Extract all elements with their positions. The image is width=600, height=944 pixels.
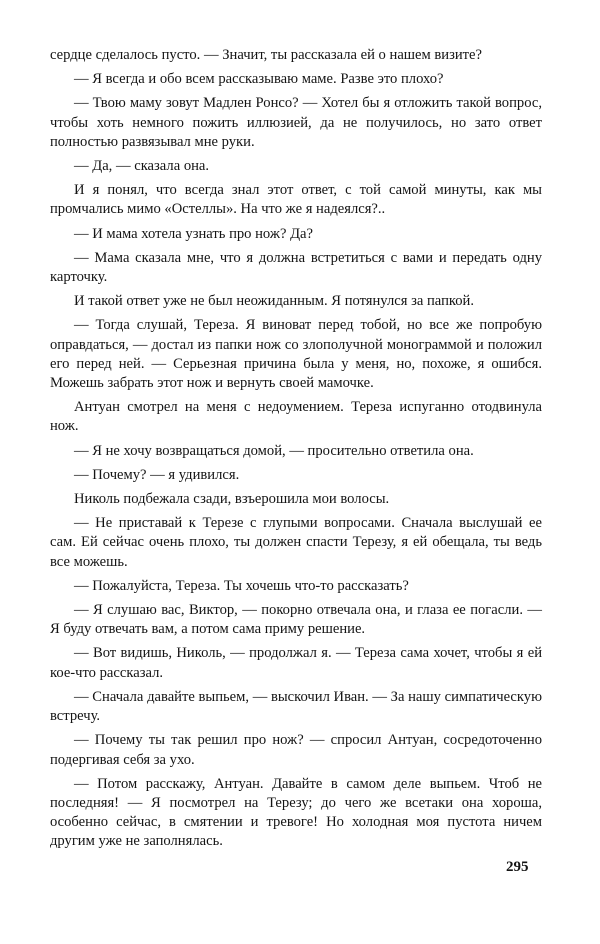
paragraph-1: сердце сделалось пусто. — Значит, ты рассказала ей о нашем визите?	[50, 47, 482, 63]
paragraph-20: — Потом расскажу, Антуан. Давайте в самом деле выпьем. Чтоб не последняя! — Я посмотрел на Терезу; до чего же всетаки она хороша, особенно сейчас, в смятении и тревоге! Но холодная моя пустота ничем другим уже не заполнялась.	[50, 775, 542, 850]
paragraph-19: — Почему ты так решил про нож? — спросил Антуан, сосредоточенно подергивая себя за ухо.	[50, 732, 542, 768]
paragraph-10: Антуан смотрел на меня с недоумением. Тереза испуганно отодвинула нож.	[50, 399, 542, 435]
paragraph-18: — Сначала давайте выпьем, — выскочил Иван. — За нашу симпатическую встречу.	[50, 688, 542, 725]
paragraph-3: — Твою маму зовут Мадлен Ронсо? — Хотел бы я отложить такой вопрос, чтобы хоть немного пожить иллюзией, да не получилось, но зато ответ полностью развязывал мне руки.	[50, 95, 542, 150]
paragraph-13: Николь подбежала сзади, взъерошила мои волосы.	[74, 491, 390, 508]
paragraph-2: — Я всегда и обо всем рассказываю маме. Разве это плохо?	[74, 71, 444, 88]
paragraph-9: — Тогда слушай, Тереза. Я виноват перед тобой, но все же попробую оправдаться, — достал из папки нож со злополучной монограммой и положил его перед ней. — Серьезная причина была у меня, но, похоже, я ошибся. Можешь забрать этот нож и вернуть своей мамочке.	[50, 317, 542, 392]
paragraph-12: — Почему? — я удивился.	[74, 466, 240, 483]
paragraph-7: — Мама сказала мне, что я должна встретиться с вами и передать одну карточку.	[50, 249, 542, 286]
paragraph-17: — Вот видишь, Николь, — продолжал я. — Тереза сама хочет, чтобы я ей кое-что рассказал.	[50, 645, 542, 681]
paragraph-16: — Я слушаю вас, Виктор, — покорно отвечала она, и глаза ее погасли. — Я буду отвечать вам, а потом сама приму решение.	[50, 602, 542, 638]
paragraph-4: — Да, — сказала она.	[74, 158, 210, 175]
paragraph-8: И такой ответ уже не был неожиданным. Я потянулся за папкой.	[74, 293, 474, 310]
page-number: 295	[506, 859, 529, 875]
paragraph-6: — И мама хотела узнать про нож? Да?	[74, 225, 313, 242]
paragraph-15: — Пожалуйста, Тереза. Ты хочешь что-то рассказать?	[74, 577, 409, 594]
page-text	[50, 46, 542, 857]
paragraph-14: — Не приставай к Терезе с глупыми вопросами. Сначала выслушай ее сам. Ей сейчас очень плохо, ты должен спасти Терезу, я ей обещала, ты ведь все можешь.	[50, 515, 542, 570]
paragraph-11: — Я не хочу возвращаться домой, — просительно ответила она.	[74, 442, 474, 459]
paragraph-5: И я понял, что всегда знал этот ответ, с той самой минуты, как мы промчались мимо «Остеллы». На что же я надеялся?..	[50, 182, 542, 218]
